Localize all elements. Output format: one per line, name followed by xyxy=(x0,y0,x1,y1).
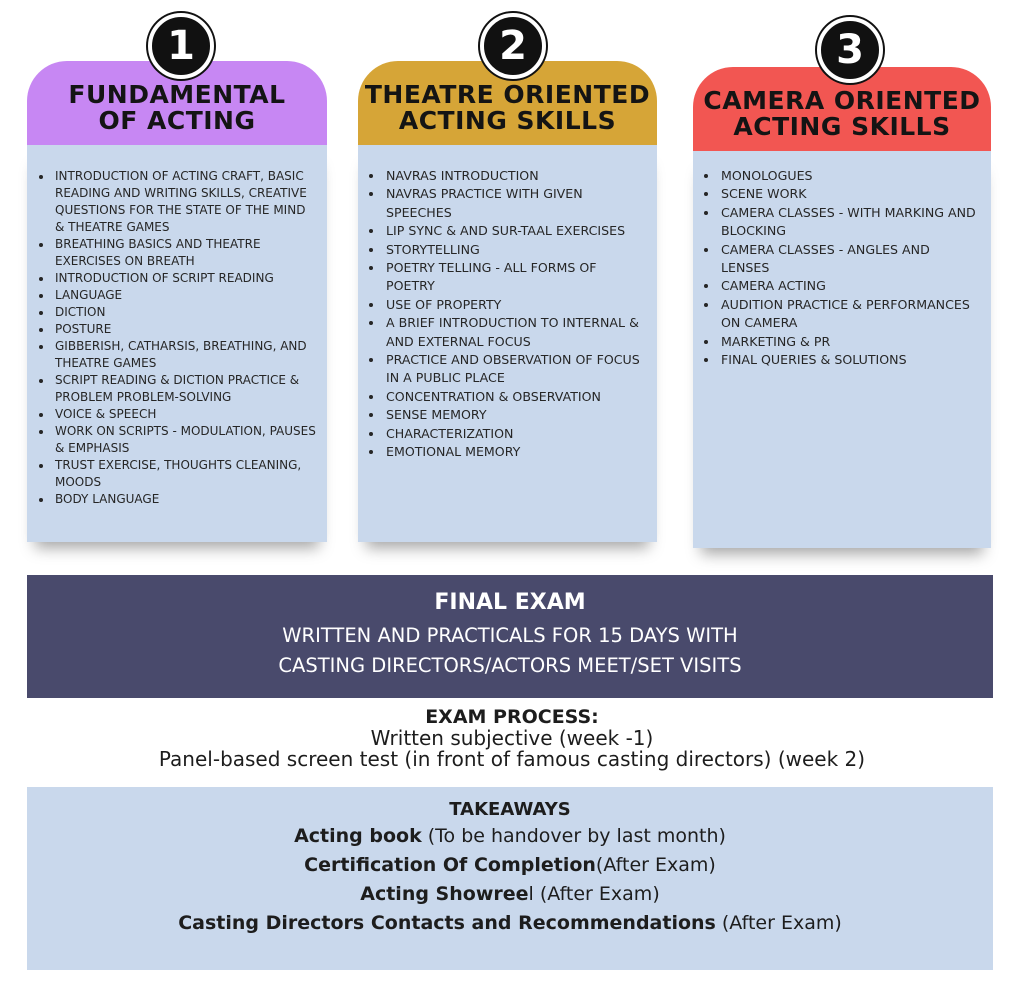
list-item: • A BRIEF INTRODUCTION TO INTERNAL & AND EXTERNAL FOCUS xyxy=(384,314,647,351)
list-item: • LANGUAGE xyxy=(53,287,317,304)
takeaway-row xyxy=(27,880,993,909)
exam-process-title: EXAM PROCESS: xyxy=(425,706,599,728)
number-badge-3: 3 xyxy=(817,17,883,83)
takeaway-row xyxy=(27,909,993,938)
list-item: • AUDITION PRACTICE & PERFORMANCES ON CAMERA xyxy=(719,296,981,333)
takeaway-bold: Acting Showree xyxy=(360,883,529,905)
final-exam-line-2: CASTING DIRECTORS/ACTORS MEET/SET VISITS xyxy=(278,654,742,677)
list-item: • CAMERA ACTING xyxy=(719,277,981,295)
list-item: • CAMERA CLASSES - WITH MARKING AND BLOCKING xyxy=(719,204,981,241)
list-item: • NAVRAS PRACTICE WITH GIVEN SPEECHES xyxy=(384,185,647,222)
takeaway-bold: Acting book xyxy=(294,825,422,847)
list-item: • NAVRAS INTRODUCTION xyxy=(384,167,647,185)
column-list-theatre xyxy=(358,145,657,542)
takeaway-note: l (After Exam) xyxy=(528,883,660,905)
column-list-fundamental xyxy=(27,145,327,542)
column-list-camera xyxy=(693,151,991,548)
takeaway-note: (After Exam) xyxy=(595,854,716,876)
list-item: • BREATHING BASICS AND THEATRE EXERCISES ON BREATH xyxy=(53,236,317,270)
list-item: • SCENE WORK xyxy=(719,185,981,203)
list-item: • CONCENTRATION & OBSERVATION xyxy=(384,388,647,406)
exam-process-line-2: Panel-based screen test (in front of famous casting directors) (week 2) xyxy=(158,747,866,771)
list-item: • STORYTELLING xyxy=(384,241,647,259)
exam-process-line-1: Written subjective (week -1) xyxy=(370,726,654,750)
number-badge-1: 1 xyxy=(148,13,214,79)
final-exam-line-1: WRITTEN AND PRACTICALS FOR 15 DAYS WITH xyxy=(282,624,738,647)
list-item: • LIP SYNC & AND SUR-TAAL EXERCISES xyxy=(384,222,647,240)
list-item: • SCRIPT READING & DICTION PRACTICE & PROBLEM PROBLEM-SOLVING xyxy=(53,372,317,406)
takeaways-box xyxy=(27,787,993,970)
list-item: • FINAL QUERIES & SOLUTIONS xyxy=(719,351,981,369)
takeaway-row xyxy=(27,851,993,880)
column-title-camera: CAMERA ORIENTED ACTING SKILLS xyxy=(703,86,981,141)
column-title-fundamental: FUNDAMENTAL OF ACTING xyxy=(68,80,286,135)
list-item: • TRUST EXERCISE, THOUGHTS CLEANING, MOODS xyxy=(53,457,317,491)
number-badge-2: 2 xyxy=(480,13,546,79)
takeaway-note: (After Exam) xyxy=(715,912,842,934)
list-item: • WORK ON SCRIPTS - MODULATION, PAUSES & EMPHASIS xyxy=(53,423,317,457)
list-item: • POETRY TELLING - ALL FORMS OF POETRY xyxy=(384,259,647,296)
exam-process xyxy=(0,706,1024,770)
list-item: • CHARACTERIZATION xyxy=(384,425,647,443)
list-item: • PRACTICE AND OBSERVATION OF FOCUS IN A PUBLIC PLACE xyxy=(384,351,647,388)
list-item: • INTRODUCTION OF SCRIPT READING xyxy=(53,270,317,287)
takeaway-bold: Casting Directors Contacts and Recommendations xyxy=(178,912,716,934)
final-exam-title: FINAL EXAM xyxy=(434,590,586,615)
takeaway-note: (To be handover by last month) xyxy=(421,825,726,847)
list-item: • INTRODUCTION OF ACTING CRAFT, BASIC READING AND WRITING SKILLS, CREATIVE QUESTIONS FOR THE STATE OF THE MIND & THEATRE GAMES xyxy=(53,168,317,236)
list-item: • DICTION xyxy=(53,304,317,321)
list-item: • POSTURE xyxy=(53,321,317,338)
list-item: • GIBBERISH, CATHARSIS, BREATHING, AND THEATRE GAMES xyxy=(53,338,317,372)
list-item: • VOICE & SPEECH xyxy=(53,406,317,423)
final-exam-banner xyxy=(27,575,993,698)
list-item: • MARKETING & PR xyxy=(719,333,981,351)
list-item: • SENSE MEMORY xyxy=(384,406,647,424)
list-item: • USE OF PROPERTY xyxy=(384,296,647,314)
takeaway-bold: Certification Of Completion xyxy=(304,854,596,876)
list-item: • MONOLOGUES xyxy=(719,167,981,185)
list-item: • EMOTIONAL MEMORY xyxy=(384,443,647,461)
list-item: • CAMERA CLASSES - ANGLES AND LENSES xyxy=(719,241,981,278)
list-item: • BODY LANGUAGE xyxy=(53,491,317,508)
takeaways-title: TAKEAWAYS xyxy=(449,799,571,820)
column-title-theatre: THEATRE ORIENTED ACTING SKILLS xyxy=(364,80,651,135)
takeaway-row xyxy=(27,822,993,851)
